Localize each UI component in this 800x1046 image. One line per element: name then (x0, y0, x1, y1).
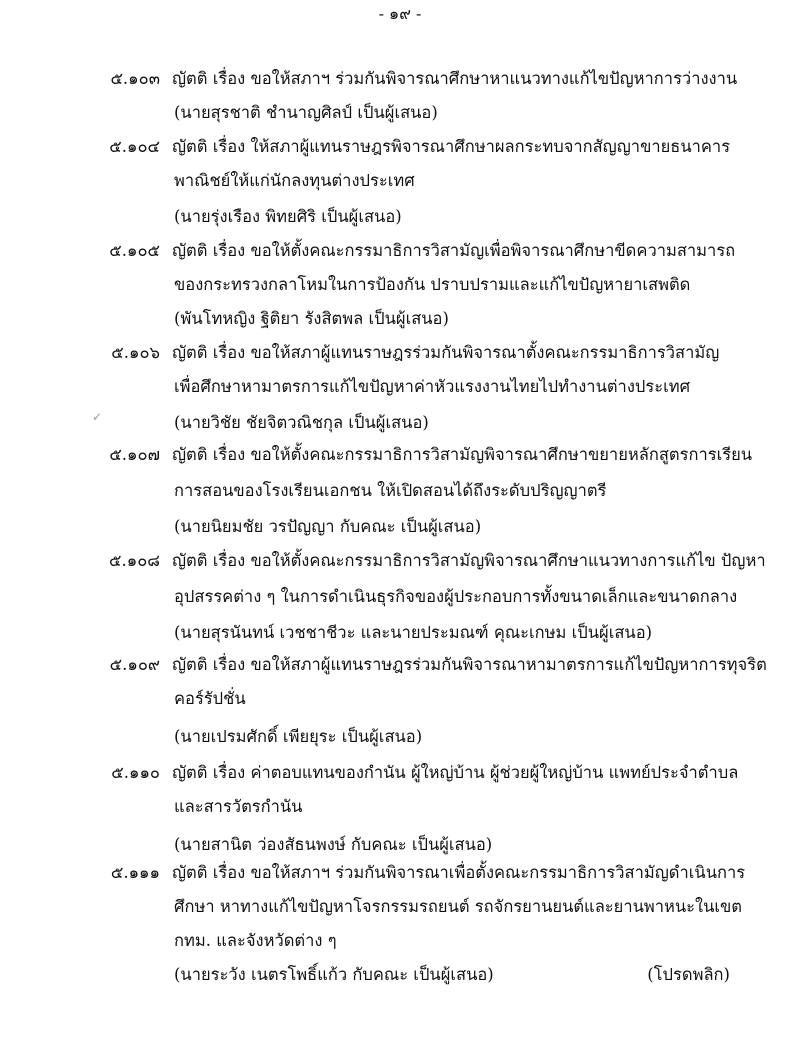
item-proposer: (นายนิยมชัย วรปัญญา กับคณะ เป็นผู้เสนอ) (174, 517, 482, 536)
item-number: ๕.๑๑๐ (111, 763, 160, 782)
item-number: ๕.๑๐๓ (110, 69, 160, 88)
item-number: ๕.๑๐๗ (109, 445, 160, 464)
item-text-line: ญัตติ เรื่อง ค่าตอบแทนของกำนัน ผู้ใหญ่บ้าน ผู้ช่วยผู้ใหญ่บ้าน แพทย์ประจำตำบล (172, 763, 739, 782)
item-text-line: ญัตติ เรื่อง ขอให้สภาผู้แทนราษฎรร่วมกันพิจารณาตั้งคณะกรรมาธิการวิสามัญ (172, 343, 720, 362)
item-text-line: ญัตติ เรื่อง ขอให้สภาฯ ร่วมกันพิจารณาเพื่อตั้งคณะกรรมาธิการวิสามัญดำเนินการ (172, 863, 746, 882)
item-number: ๕.๑๐๖ (111, 343, 160, 362)
item-number: ๕.๑๑๑ (110, 863, 160, 882)
item-text-line: ญัตติ เรื่อง ขอให้ตั้งคณะกรรมาธิการวิสามัญเพื่อพิจารณาศึกษาขีดความสามารถ (172, 241, 736, 260)
item-proposer: (นายวิชัย ชัยจิตวณิชกุล เป็นผู้เสนอ) (174, 413, 429, 432)
item-proposer: (นายสุรนันทน์ เวชชาชีวะ และนายประมณฑ์ คุณะเกษม เป็นผู้เสนอ) (174, 623, 653, 642)
item-number: ๕.๑๐๕ (109, 241, 160, 260)
scan-mark: ✓ (92, 410, 103, 424)
item-text-line: อุปสรรคต่าง ๆ ในการดำเนินธุรกิจของผู้ประกอบการทั้งขนาดเล็กและขนาดกลาง (174, 587, 738, 606)
item-proposer: (นายสุรชาติ ชำนาญศิลป์ เป็นผู้เสนอ) (174, 103, 438, 122)
item-text-line: กทม. และจังหวัดต่าง ๆ (174, 931, 337, 950)
item-text-line: พาณิชย์ให้แก่นักลงทุนต่างประเทศ (174, 171, 415, 190)
item-number: ๕.๑๐๔ (109, 137, 160, 156)
turn-page-note: (โปรดพลิก) (647, 965, 730, 984)
item-text-line: ญัตติ เรื่อง ขอให้สภาผู้แทนราษฎรร่วมกันพิจารณาหามาตรการแก้ไขปัญหาการทุจริต (172, 655, 767, 674)
item-text-line: และสารวัตรกำนัน (174, 797, 303, 816)
item-proposer: (นายรุ่งเรือง พิทยศิริ เป็นผู้เสนอ) (174, 207, 402, 226)
item-text-line: ศึกษา หาทางแก้ไขปัญหาโจรกรรมรถยนต์ รถจักรยานยนต์และยานพาหนะในเขต (174, 897, 743, 916)
page-number: - ๑๙ - (378, 4, 422, 23)
item-text-line: ญัตติ เรื่อง ขอให้ตั้งคณะกรรมาธิการวิสามัญพิจารณาศึกษาขยายหลักสูตรการเรียน (172, 445, 753, 464)
item-text-line: ญัตติ เรื่อง ให้สภาผู้แทนราษฎรพิจารณาศึกษาผลกระทบจากสัญญาขายธนาคาร (172, 137, 731, 156)
item-number: ๕.๑๐๘ (108, 551, 160, 570)
item-text-line: ญัตติ เรื่อง ขอให้ตั้งคณะกรรมาธิการวิสามัญพิจารณาศึกษาแนวทางการแก้ไข ปัญหา (172, 551, 766, 570)
item-text-line: การสอนของโรงเรียนเอกชน ให้เปิดสอนได้ถึงระดับปริญญาตรี (174, 481, 607, 500)
item-proposer: (พันโทหญิง ฐิติยา รังสิตพล เป็นผู้เสนอ) (174, 309, 449, 328)
item-text-line: เพื่อศึกษาหามาตรการแก้ไขปัญหาค่าหัวแรงงานไทยไปทำงานต่างประเทศ (174, 377, 691, 396)
item-proposer: (นายเปรมศักดิ์ เพียยุระ เป็นผู้เสนอ) (174, 727, 423, 746)
item-text-line: คอร์รัปชั่น (174, 689, 246, 708)
item-proposer: (นายระวัง เนตรโพธิ์แก้ว กับคณะ เป็นผู้เสนอ) (174, 965, 494, 984)
item-number: ๕.๑๐๙ (109, 655, 160, 674)
item-proposer: (นายสานิต ว่องสัธนพงษ์ กับคณะ เป็นผู้เสนอ) (174, 835, 493, 854)
item-text-line: ของกระทรวงกลาโหมในการป้องกัน ปราบปรามและแก้ไขปัญหายาเสพติด (174, 275, 691, 294)
item-text-line: ญัตติ เรื่อง ขอให้สภาฯ ร่วมกันพิจารณาศึกษาหาแนวทางแก้ไขปัญหาการว่างงาน (172, 69, 738, 88)
